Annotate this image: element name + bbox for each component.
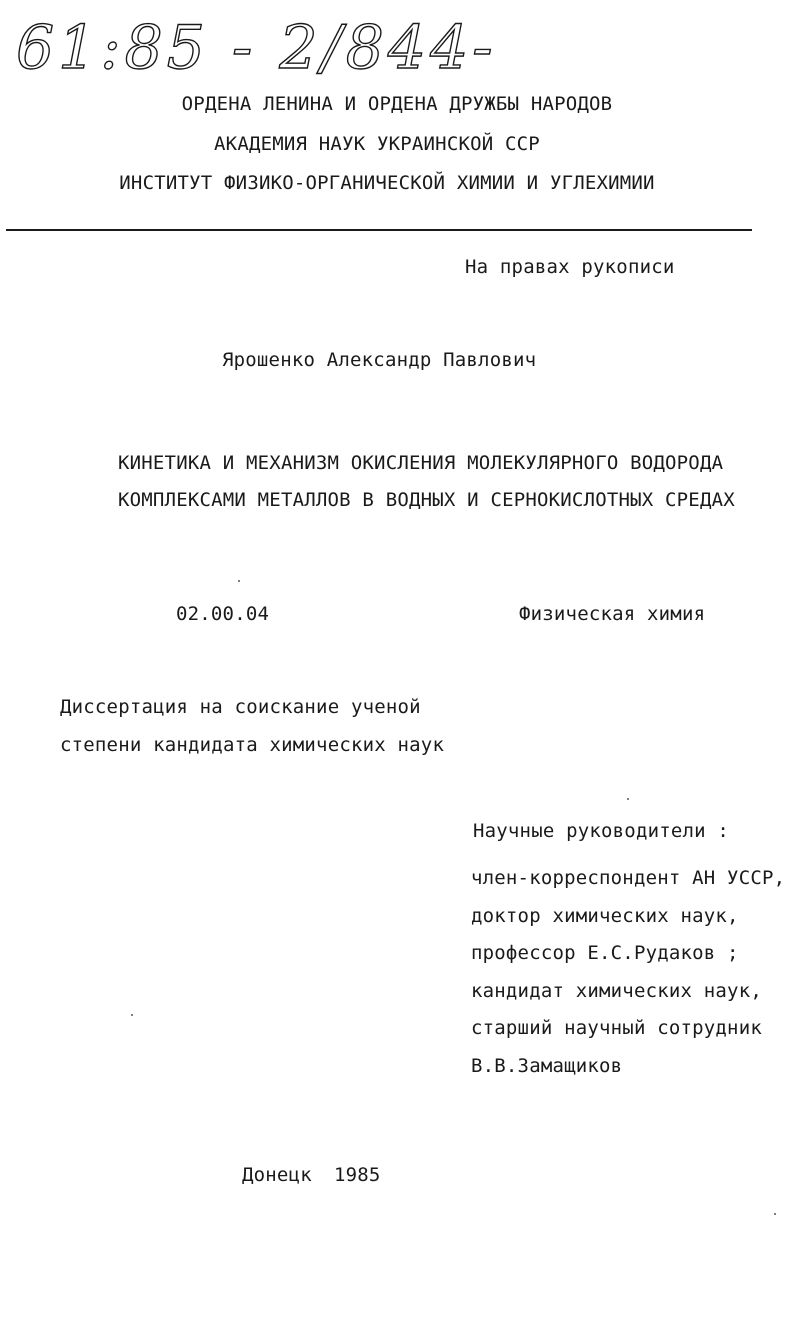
header-line-academy: АКАДЕМИЯ НАУК УКРАИНСКОЙ ССР <box>214 133 540 155</box>
thesis-title-line-1: КИНЕТИКА И МЕХАНИЗМ ОКИСЛЕНИЯ МОЛЕКУЛЯРНОГО ВОДОРОДА <box>118 452 724 474</box>
manuscript-rights-note: На правах рукописи <box>465 256 675 278</box>
handwritten-note-drawing <box>14 8 494 92</box>
header-divider <box>6 229 752 231</box>
supervisor-line: член-корреспондент АН УССР, <box>471 867 786 889</box>
handwritten-note: 61:85 - 2/844-6 <box>16 13 494 83</box>
scan-speck <box>238 580 240 582</box>
thesis-title-line-2: КОМПЛЕКСАМИ МЕТАЛЛОВ В ВОДНЫХ И СЕРНОКИСЛОТНЫХ СРЕДАХ <box>118 489 735 511</box>
supervisor-line: доктор химических наук, <box>471 905 739 927</box>
specialty-code: 02.00.04 <box>176 603 270 625</box>
specialty-name: Физическая химия <box>519 603 706 625</box>
header-line-orders: ОРДЕНА ЛЕНИНА И ОРДЕНА ДРУЖБЫ НАРОДОВ <box>181 93 613 115</box>
scan-speck <box>627 798 629 800</box>
header-line-institute: ИНСТИТУТ ФИЗИКО-ОРГАНИЧЕСКОЙ ХИМИИ И УГЛЕХИМИИ <box>119 172 655 194</box>
supervisors-heading: Научные руководители : <box>473 820 730 842</box>
scan-speck <box>131 1014 133 1016</box>
supervisor-line: профессор Е.С.Рудаков ; <box>471 942 739 964</box>
supervisor-line: старший научный сотрудник <box>471 1017 762 1039</box>
dissertation-line-2: степени кандидата химических наук <box>60 734 445 756</box>
supervisor-line: В.В.Замащиков <box>471 1055 623 1077</box>
supervisor-line: кандидат химических наук, <box>471 980 762 1002</box>
place-year: 1985 <box>334 1164 381 1186</box>
place-city: Донецк <box>242 1164 312 1186</box>
handwritten-catalog-number <box>14 8 494 92</box>
author-name: Ярошенко Александр Павлович <box>222 349 537 371</box>
scan-speck <box>774 1213 776 1215</box>
dissertation-line-1: Диссертация на соискание ученой <box>60 696 421 718</box>
